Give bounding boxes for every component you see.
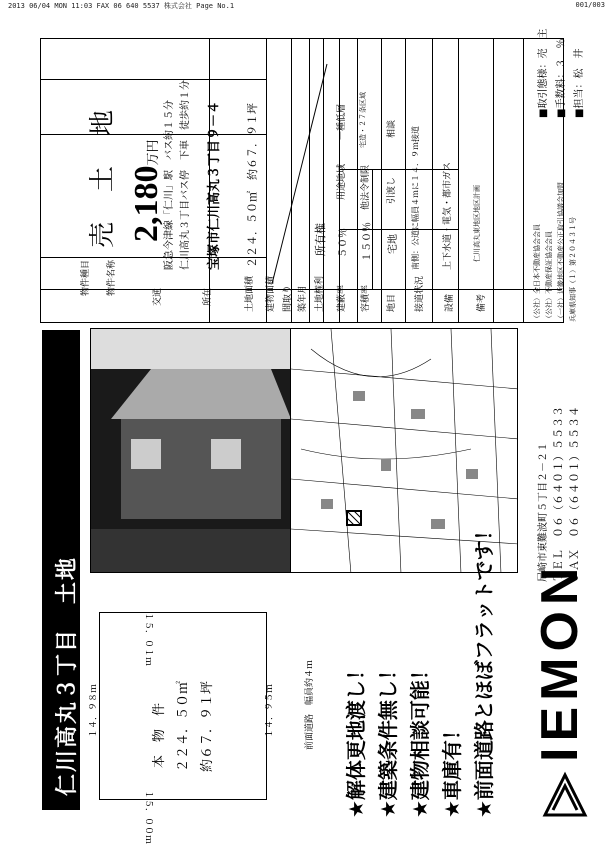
far-value: １５０％ [362,222,373,262]
lot-area-tsubo: 約６７．９１坪 [200,680,215,772]
photo-image [91,329,294,573]
label-name: 物件名称 [107,259,117,296]
label-building-area: 建物面積 [266,275,276,312]
road-note: 前面道路 幅員約４ｍ [305,659,315,750]
company-logo-mark [540,770,590,820]
label-category: 地目 [387,293,397,312]
regulation-label: 他法令制限 [361,164,371,210]
notes-value: 仁川高丸東地区地区計画 [473,185,481,262]
headline-text: 仁川高丸３丁目 土地 [55,555,80,796]
feature-5: ★前面道路とほぼフラットです！ [472,520,496,818]
feature-1: ★解体更地渡し！ [344,660,368,818]
fee: ■手数料：３ ％ [556,38,567,118]
property-type: 売 土 地 [88,107,118,248]
label-notes: 備考 [477,293,487,312]
lot-dim-top: １５．０１ｍ [143,612,153,667]
label-layout: 間取り [283,284,293,312]
lot-area-sqm: ２２４．５０㎡ [176,680,191,772]
label-built: 築年月 [298,284,308,312]
handover-value: 相談 [387,119,397,138]
label-traffic: 交通 [153,287,163,306]
lot-dim-bottom: １５．００ｍ [143,790,153,845]
fax-header [0,0,613,12]
label-far: 容積率 [361,284,371,312]
feature-3: ★建物相談可能！ [408,660,432,818]
zoning-value: 一種低層 [337,103,347,140]
traffic-line-2: 仁川高丸３丁目バス停 下車 徒歩約１分 [180,80,191,270]
label-road: 接道状況 [415,275,425,312]
rights-value: 所有権 [314,223,327,256]
bcr-value: ５０％ [338,228,349,258]
zoning-label: 用途地域 [337,163,347,200]
label-rights: 土地権利 [315,275,325,312]
road-value: 南側：公道に幅員４ｍに１４．９ｍ接道 [411,126,420,270]
label-facilities: 設備 [445,293,455,312]
fax-page-number: 001/003 [575,1,605,9]
company-license-4: 兵庫県知事（１）第２０４３１号 [569,217,577,322]
company-license-3: （一社）近畿地区不動産公正取引協議会加盟 [557,182,565,322]
company-brand: IEMON [531,561,589,762]
traffic-line-1: 阪急今津線「仁川」駅 バス約１５分 [164,100,175,270]
category-value: 宅地 [388,234,399,254]
lot-label: 本 物 件 [152,702,167,768]
lot-dim-right: １４．９５ｍ [265,683,275,738]
fax-header-left: 2013 06/04 MON 11:03 FAX 06 640 5537 株式会社 Page No.1 [8,2,235,10]
label-type: 物件種目 [81,259,91,296]
regulation-value: 宅造・２７条区域 [359,92,367,148]
lot-dim-left: １４．９８ｍ [89,683,99,738]
label-bcr: 建蔽率 [337,284,347,312]
facilities-value: 上下水道・電気・都市ガス [443,161,453,270]
feature-2: ★建築条件無し！ [376,660,400,818]
trade-terms: ■取引態様：売 主 [538,28,549,118]
handover-label: 引渡し [387,176,397,204]
company-license-2: （公社）不動産保証協会会員 [545,231,553,322]
company-address: 尼崎市東難波町５丁目２－２１ [538,442,549,582]
staff: ■担当：松 井 [574,48,585,118]
label-land-area: 土地面積 [245,275,255,312]
house-logo-icon [540,770,590,820]
property-photo [90,328,294,573]
price: 2,180万円 [128,139,165,242]
location-value: 宝塚市仁川高丸３丁目９－４ [207,100,222,270]
feature-4: ★車庫有！ [440,720,464,818]
company-fax: ＦＡＸ ０６（６４０１）５５３４ [568,406,581,582]
company-license-1: （公社）全日本不動産協会会員 [533,224,541,322]
company-tel: ＴＥＬ ０６（６４０１）５５３３ [552,406,565,582]
label-location: 所在 [203,287,213,306]
land-area-value: ２２４．５０㎡ 約６７．９１坪 [246,103,259,268]
